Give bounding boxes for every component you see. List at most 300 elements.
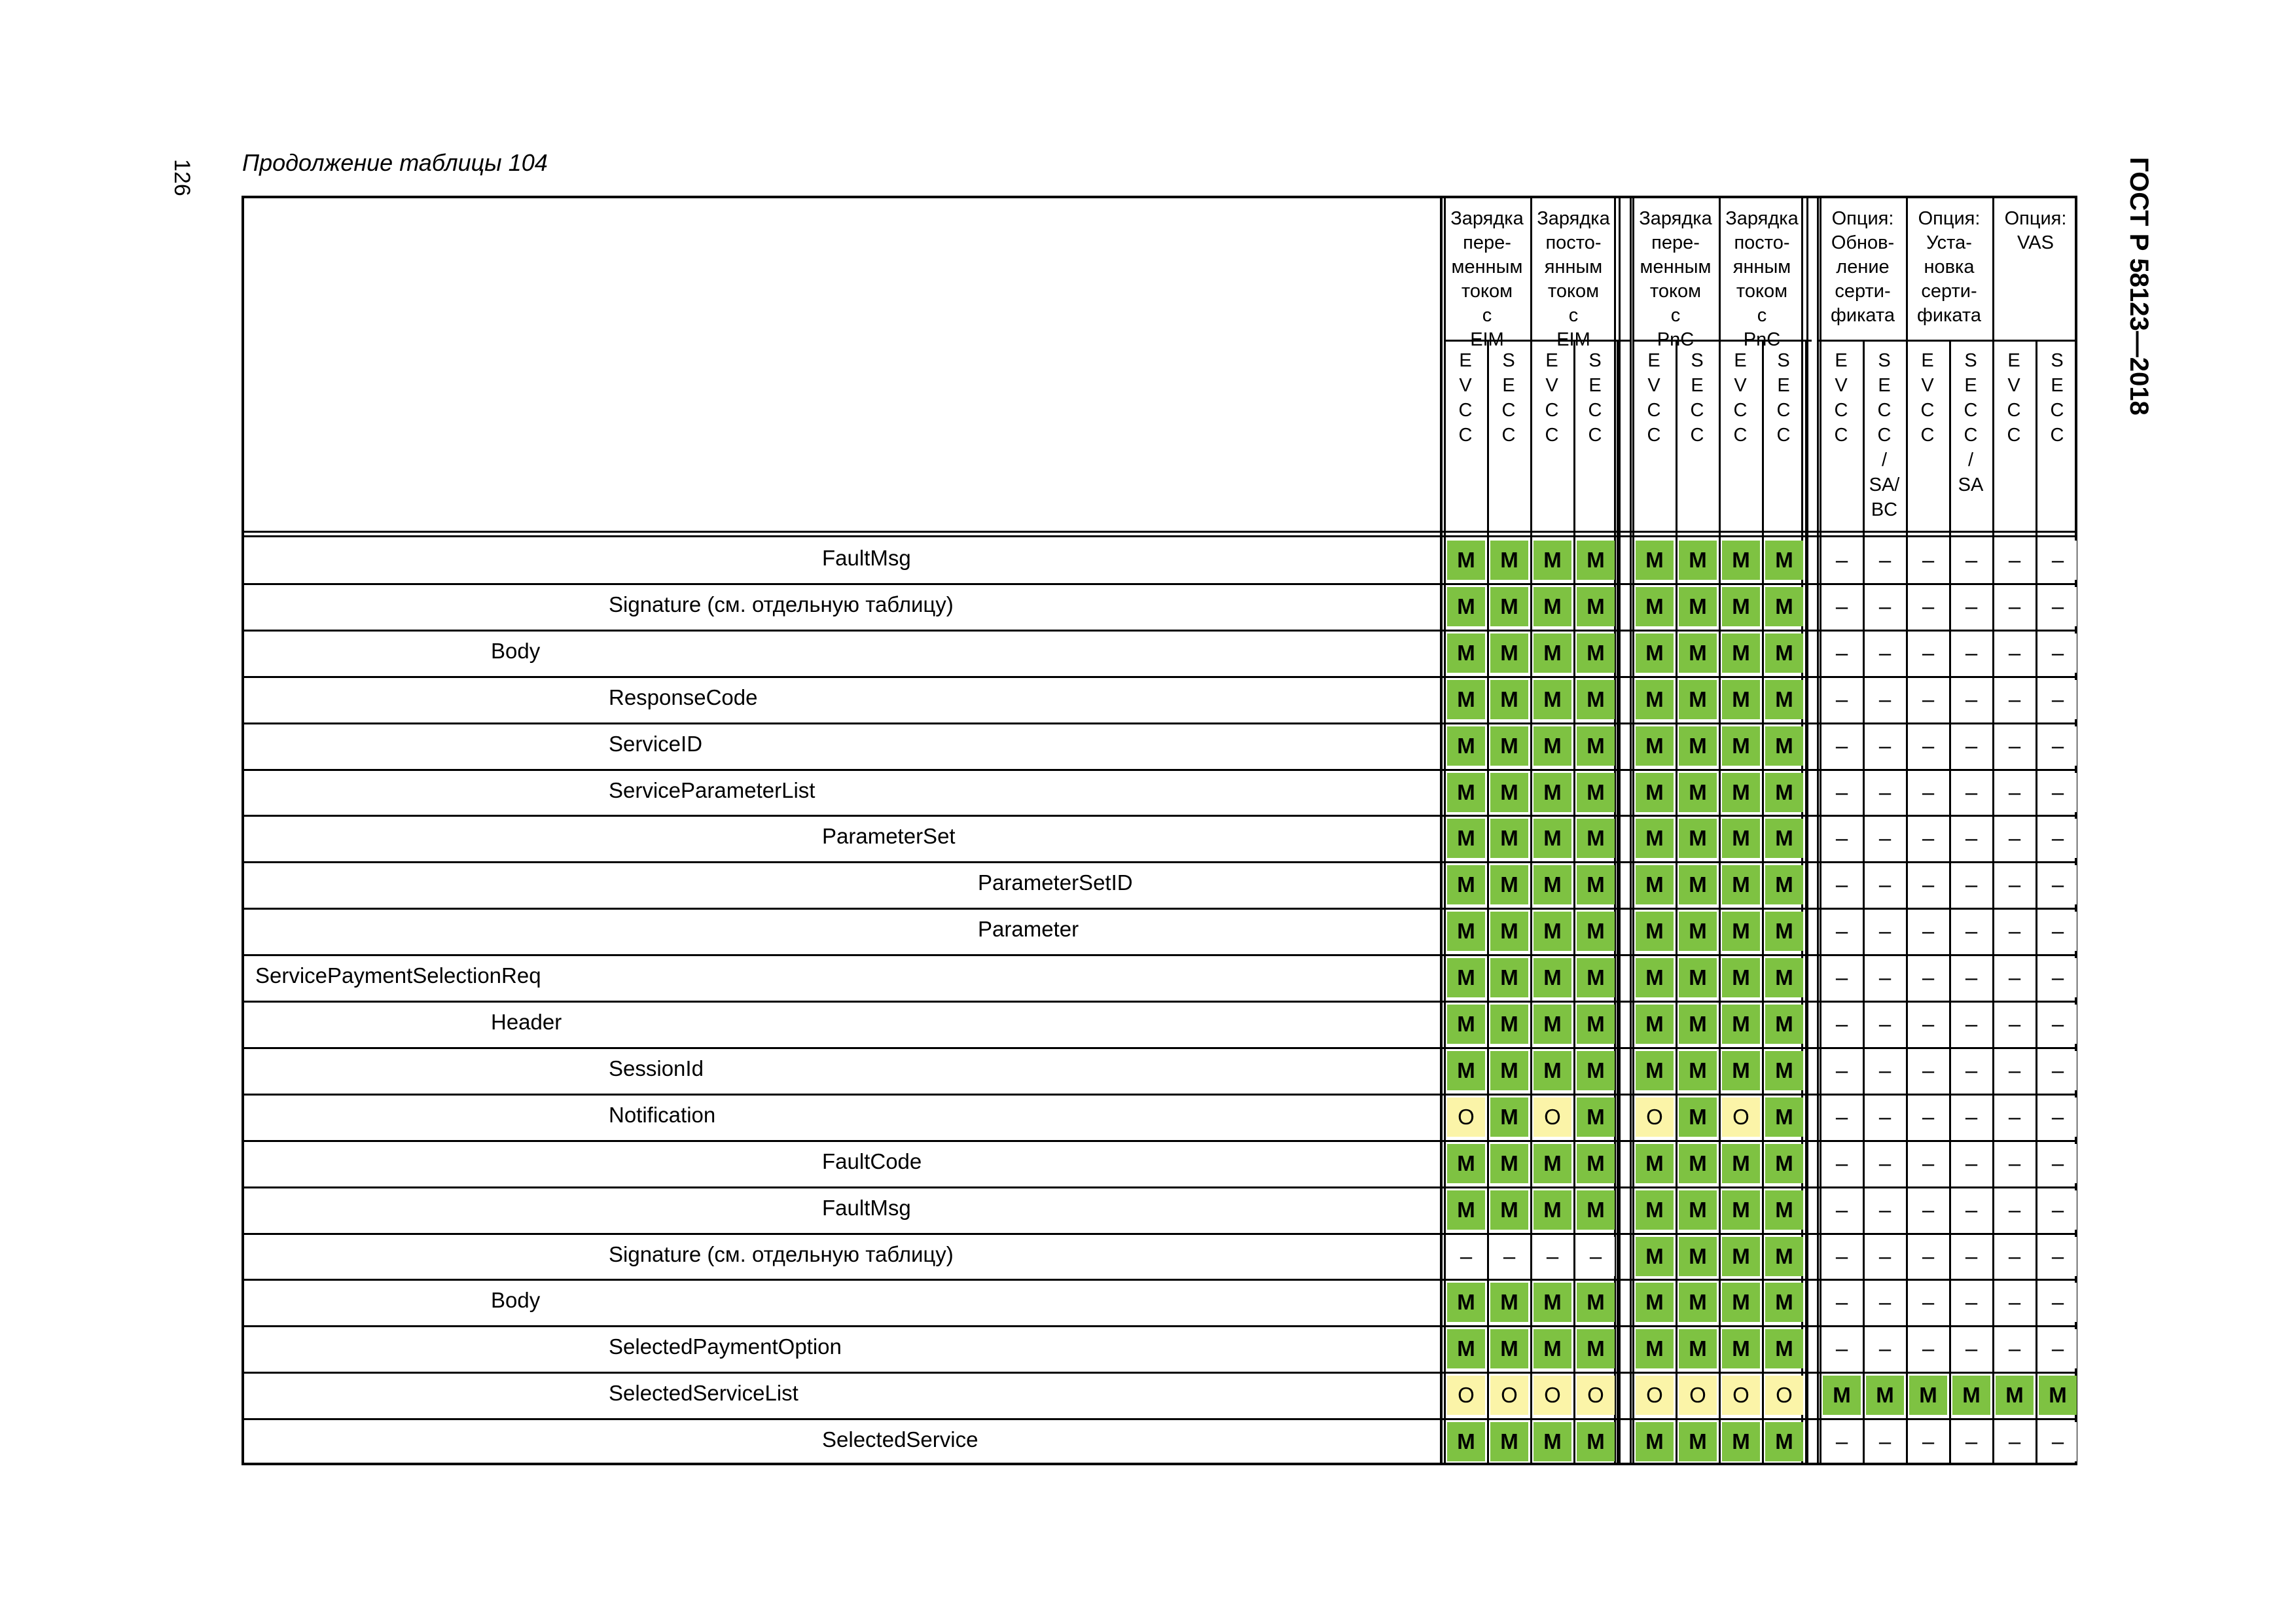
mandatory-cell: M [1679, 1422, 1717, 1461]
not-applicable-cell: – [1952, 773, 1990, 812]
mandatory-cell: M [1679, 1283, 1717, 1322]
not-applicable-cell: – [2039, 958, 2077, 997]
row-label: Body [491, 639, 541, 663]
row-label: Notification [609, 1103, 716, 1127]
mandatory-cell: M [1765, 819, 1803, 858]
not-applicable-cell: – [1996, 633, 2034, 673]
mandatory-cell: M [1534, 819, 1571, 858]
mandatory-cell: M [1636, 541, 1674, 580]
mandatory-cell: M [1636, 819, 1674, 858]
not-applicable-cell: – [1996, 680, 2034, 719]
not-applicable-cell: – [1866, 541, 1904, 580]
subcolumn-header: E V C C [1545, 350, 1559, 446]
not-applicable-cell: – [1823, 912, 1861, 951]
header-group-title: Опция: Обнов- ление серти- фиката [1831, 208, 1895, 326]
optional-cell: O [1722, 1097, 1760, 1137]
not-applicable-cell: – [1952, 726, 1990, 766]
header-group-title: Зарядка пере- менным током с [1450, 208, 1524, 326]
mandatory-cell: M [1679, 1097, 1717, 1137]
mandatory-cell: M [1490, 773, 1528, 812]
subcolumn-header: S E C C [2050, 350, 2064, 446]
not-applicable-cell: – [1823, 1237, 1861, 1276]
column-divider [1719, 196, 1721, 340]
mandatory-cell: M [1679, 680, 1717, 719]
mandatory-cell: M [1765, 680, 1803, 719]
not-applicable-cell: – [1909, 541, 1947, 580]
mandatory-cell: M [1534, 1051, 1571, 1090]
mandatory-cell: M [1490, 541, 1528, 580]
not-applicable-cell: – [1996, 865, 2034, 904]
standard-id: ГОСТ Р 58123—2018 [2125, 157, 2153, 416]
not-applicable-cell: – [2039, 1051, 2077, 1090]
mandatory-cell: M [1722, 1329, 1760, 1368]
column-divider [1719, 340, 1721, 1464]
mandatory-cell: M [1447, 773, 1485, 812]
column-divider [1530, 196, 1532, 340]
not-applicable-cell: – [1823, 773, 1861, 812]
not-applicable-cell: – [1996, 1283, 2034, 1322]
mandatory-cell: M [1765, 541, 1803, 580]
mandatory-cell: M [1722, 1051, 1760, 1090]
subcolumn-header: S E C C [1690, 350, 1704, 446]
optional-cell: O [1534, 1376, 1571, 1415]
mandatory-cell: M [1866, 1376, 1904, 1415]
mandatory-cell: M [1577, 773, 1615, 812]
optional-cell: O [1447, 1376, 1485, 1415]
mandatory-cell: M [1636, 1051, 1674, 1090]
mandatory-cell: M [1722, 680, 1760, 719]
mandatory-cell: M [1534, 633, 1571, 673]
not-applicable-cell: – [1866, 1144, 1904, 1183]
mandatory-cell: M [1534, 773, 1571, 812]
table-caption: Продолжение таблицы 104 [242, 149, 548, 176]
not-applicable-cell: – [2039, 1422, 2077, 1461]
not-applicable-cell: – [2039, 1237, 2077, 1276]
subcolumn-header: E V C C [1458, 350, 1473, 446]
mandatory-cell: M [1577, 726, 1615, 766]
column-divider [1444, 196, 1446, 1464]
mandatory-cell: M [1447, 912, 1485, 951]
not-applicable-cell: – [1866, 1190, 1904, 1230]
optional-cell: O [1447, 1097, 1485, 1137]
mandatory-cell: M [1490, 1190, 1528, 1230]
mandatory-cell: M [1765, 865, 1803, 904]
subcolumn-header: E V C C [1647, 350, 1661, 446]
not-applicable-cell: – [1952, 587, 1990, 626]
row-label: SelectedService [822, 1427, 978, 1452]
not-applicable-cell: – [2039, 819, 2077, 858]
column-divider [1619, 196, 1621, 1464]
row-label: FaultCode [822, 1149, 922, 1173]
not-applicable-cell: – [1952, 865, 1990, 904]
header-group-title: Зарядка пере- менным током с [1639, 208, 1712, 326]
not-applicable-cell: – [1823, 865, 1861, 904]
mandatory-cell: M [1447, 633, 1485, 673]
mandatory-cell: M [1636, 680, 1674, 719]
not-applicable-cell: – [1909, 1097, 1947, 1137]
mandatory-cell: M [1490, 819, 1528, 858]
not-applicable-cell: – [2039, 912, 2077, 951]
mandatory-cell: M [1577, 587, 1615, 626]
not-applicable-cell: – [1866, 587, 1904, 626]
not-applicable-cell: – [1952, 680, 1990, 719]
not-applicable-cell: – [1909, 1237, 1947, 1276]
not-applicable-cell: – [1866, 958, 1904, 997]
mandatory-cell: M [1534, 541, 1571, 580]
subcolumn-header: S E C C [1501, 350, 1516, 446]
mandatory-cell: M [1577, 541, 1615, 580]
mandatory-cell: M [1490, 912, 1528, 951]
not-applicable-cell: – [1952, 1190, 1990, 1230]
not-applicable-cell: – [1823, 1005, 1861, 1044]
row-label: FaultMsg [822, 546, 911, 570]
not-applicable-cell: – [1909, 773, 1947, 812]
row-divider [1444, 340, 1630, 342]
mandatory-cell: M [1722, 773, 1760, 812]
not-applicable-cell: – [1996, 773, 2034, 812]
mandatory-cell: M [1534, 1005, 1571, 1044]
subcolumn-header: E V C C [2007, 350, 2021, 446]
subcolumn-header: E V C C [1834, 350, 1848, 446]
not-applicable-cell: – [1866, 1237, 1904, 1276]
mandatory-cell: M [1577, 819, 1615, 858]
mandatory-cell: M [1679, 1190, 1717, 1230]
not-applicable-cell: – [1823, 680, 1861, 719]
optional-cell: O [1765, 1376, 1803, 1415]
not-applicable-cell: – [1823, 1329, 1861, 1368]
not-applicable-cell: – [1952, 1144, 1990, 1183]
mandatory-cell: M [1679, 819, 1717, 858]
subcolumn-header: S E C C / SA [1958, 350, 1984, 495]
not-applicable-cell: – [1447, 1237, 1485, 1276]
mandatory-cell: M [1447, 541, 1485, 580]
mandatory-cell: M [1447, 958, 1485, 997]
not-applicable-cell: – [2039, 773, 2077, 812]
mandatory-cell: M [1490, 1097, 1528, 1137]
not-applicable-cell: – [1952, 1329, 1990, 1368]
not-applicable-cell: – [1866, 912, 1904, 951]
mandatory-cell: M [1765, 773, 1803, 812]
mandatory-cell: M [1679, 1329, 1717, 1368]
row-label: Parameter [978, 917, 1079, 941]
not-applicable-cell: – [2039, 680, 2077, 719]
mandatory-cell: M [1447, 587, 1485, 626]
not-applicable-cell: – [2039, 1005, 2077, 1044]
mandatory-cell: M [1447, 819, 1485, 858]
not-applicable-cell: – [1996, 1329, 2034, 1368]
mandatory-cell: M [1534, 958, 1571, 997]
mandatory-cell: M [1636, 633, 1674, 673]
mandatory-cell: M [1636, 726, 1674, 766]
not-applicable-cell: – [1823, 1097, 1861, 1137]
mandatory-cell: M [1490, 1051, 1528, 1090]
not-applicable-cell: – [1823, 633, 1861, 673]
column-divider [1487, 340, 1489, 1464]
mandatory-cell: M [1534, 1329, 1571, 1368]
not-applicable-cell: – [1996, 1005, 2034, 1044]
not-applicable-cell: – [1909, 819, 1947, 858]
subcolumn-header: E V C C [1920, 350, 1935, 446]
mandatory-cell: M [1765, 1190, 1803, 1230]
mandatory-cell: M [1636, 1329, 1674, 1368]
mandatory-cell: M [1765, 1097, 1803, 1137]
not-applicable-cell: – [1866, 865, 1904, 904]
mandatory-cell: M [1490, 1005, 1528, 1044]
mandatory-cell: M [1679, 1237, 1717, 1276]
mandatory-cell: M [1636, 912, 1674, 951]
mandatory-cell: M [1577, 1329, 1615, 1368]
row-label: Signature (см. отдельную таблицу) [609, 1242, 954, 1266]
mandatory-cell: M [1679, 1051, 1717, 1090]
optional-cell: O [1577, 1376, 1615, 1415]
mandatory-cell: M [1577, 1005, 1615, 1044]
subcolumn-header: S E C C / SA/ BC [1869, 350, 1900, 520]
not-applicable-cell: – [1909, 865, 1947, 904]
not-applicable-cell: – [1996, 1051, 2034, 1090]
mandatory-cell: M [1534, 726, 1571, 766]
mandatory-cell: M [1765, 726, 1803, 766]
mandatory-cell: M [2039, 1376, 2077, 1415]
mandatory-cell: M [1952, 1376, 1990, 1415]
not-applicable-cell: – [1952, 541, 1990, 580]
subcolumn-header: S E C C [1776, 350, 1791, 446]
mandatory-cell: M [1577, 1051, 1615, 1090]
optional-cell: O [1679, 1376, 1717, 1415]
mandatory-cell: M [1447, 1051, 1485, 1090]
mandatory-cell: M [1447, 680, 1485, 719]
column-divider [1863, 340, 1865, 1464]
not-applicable-cell: – [1490, 1237, 1528, 1276]
not-applicable-cell: – [1823, 1190, 1861, 1230]
mandatory-cell: M [1722, 726, 1760, 766]
not-applicable-cell: – [1909, 1190, 1947, 1230]
not-applicable-cell: – [2039, 726, 2077, 766]
row-label: Header [491, 1010, 562, 1034]
header-group-title: Опция: VAS [2004, 208, 2067, 253]
column-divider [2036, 340, 2037, 1464]
mandatory-cell: M [1534, 1144, 1571, 1183]
column-divider [1630, 196, 1632, 1464]
mandatory-cell: M [1490, 726, 1528, 766]
page-number: 126 [170, 159, 194, 196]
not-applicable-cell: – [2039, 1097, 2077, 1137]
column-divider [1762, 340, 1764, 1464]
not-applicable-cell: – [2039, 587, 2077, 626]
mandatory-cell: M [1577, 633, 1615, 673]
not-applicable-cell: – [1909, 633, 1947, 673]
mandatory-cell: M [1447, 1329, 1485, 1368]
mandatory-cell: M [1534, 1283, 1571, 1322]
not-applicable-cell: – [2039, 1283, 2077, 1322]
header-group-title: Зарядка посто- янным током с [1537, 208, 1610, 326]
not-applicable-cell: – [1996, 819, 2034, 858]
mandatory-cell: M [1490, 680, 1528, 719]
optional-cell: O [1534, 1097, 1571, 1137]
not-applicable-cell: – [1823, 1283, 1861, 1322]
mandatory-cell: M [1636, 1422, 1674, 1461]
not-applicable-cell: – [1823, 587, 1861, 626]
mandatory-cell: M [1679, 541, 1717, 580]
not-applicable-cell: – [1952, 1051, 1990, 1090]
mandatory-cell: M [1722, 633, 1760, 673]
row-label: ServiceParameterList [609, 778, 816, 802]
not-applicable-cell: – [1996, 1237, 2034, 1276]
mandatory-cell: M [1722, 1237, 1760, 1276]
mandatory-cell: M [1447, 1422, 1485, 1461]
not-applicable-cell: – [1909, 1329, 1947, 1368]
mandatory-cell: M [1534, 1190, 1571, 1230]
row-label: Body [491, 1288, 541, 1312]
optional-cell: O [1490, 1376, 1528, 1415]
not-applicable-cell: – [1866, 819, 1904, 858]
not-applicable-cell: – [1866, 1283, 1904, 1322]
not-applicable-cell: – [2039, 541, 2077, 580]
mandatory-cell: M [1722, 1005, 1760, 1044]
mandatory-cell: M [1909, 1376, 1947, 1415]
not-applicable-cell: – [1866, 680, 1904, 719]
row-divider [1632, 340, 1812, 342]
subcolumn-header: E V C C [1733, 350, 1748, 446]
optional-cell: O [1722, 1376, 1760, 1415]
mandatory-cell: M [1447, 1144, 1485, 1183]
column-divider [1530, 340, 1532, 1464]
not-applicable-cell: – [1952, 1005, 1990, 1044]
mandatory-cell: M [1722, 912, 1760, 951]
mandatory-cell: M [1765, 633, 1803, 673]
not-applicable-cell: – [1866, 1329, 1904, 1368]
not-applicable-cell: – [1866, 1097, 1904, 1137]
mandatory-cell: M [1534, 680, 1571, 719]
optional-cell: O [1636, 1376, 1674, 1415]
mandatory-cell: M [1765, 1144, 1803, 1183]
not-applicable-cell: – [1534, 1237, 1571, 1276]
column-divider [1573, 340, 1575, 1464]
mandatory-cell: M [1679, 726, 1717, 766]
mandatory-cell: M [1722, 541, 1760, 580]
mandatory-cell: M [1636, 1190, 1674, 1230]
not-applicable-cell: – [1823, 819, 1861, 858]
mandatory-cell: M [1534, 912, 1571, 951]
not-applicable-cell: – [1952, 1422, 1990, 1461]
mandatory-cell: M [1765, 1422, 1803, 1461]
mandatory-cell: M [1490, 587, 1528, 626]
mandatory-cell: M [1534, 1422, 1571, 1461]
not-applicable-cell: – [1866, 1005, 1904, 1044]
not-applicable-cell: – [1996, 587, 2034, 626]
mandatory-cell: M [1765, 587, 1803, 626]
optional-cell: O [1636, 1097, 1674, 1137]
not-applicable-cell: – [1909, 1422, 1947, 1461]
column-divider [1632, 196, 1634, 1464]
mandatory-cell: M [1490, 633, 1528, 673]
mandatory-cell: M [1577, 865, 1615, 904]
column-divider [1806, 196, 1808, 1464]
mandatory-cell: M [1679, 1144, 1717, 1183]
mandatory-cell: M [1490, 1144, 1528, 1183]
not-applicable-cell: – [1866, 633, 1904, 673]
not-applicable-cell: – [1909, 1051, 1947, 1090]
not-applicable-cell: – [1866, 773, 1904, 812]
mandatory-cell: M [1577, 912, 1615, 951]
not-applicable-cell: – [1823, 726, 1861, 766]
not-applicable-cell: – [1996, 958, 2034, 997]
not-applicable-cell: – [2039, 865, 2077, 904]
not-applicable-cell: – [1909, 680, 1947, 719]
mandatory-cell: M [1679, 773, 1717, 812]
column-divider [1906, 340, 1908, 1464]
not-applicable-cell: – [1996, 1097, 2034, 1137]
mandatory-cell: M [1636, 865, 1674, 904]
mandatory-cell: M [1447, 865, 1485, 904]
mandatory-cell: M [1765, 1283, 1803, 1322]
mandatory-cell: M [1765, 958, 1803, 997]
mandatory-cell: M [1490, 1329, 1528, 1368]
mandatory-cell: M [1636, 1005, 1674, 1044]
mandatory-cell: M [1447, 1283, 1485, 1322]
mandatory-cell: M [1679, 1005, 1717, 1044]
mandatory-cell: M [1447, 726, 1485, 766]
row-label: SessionId [609, 1056, 704, 1080]
not-applicable-cell: – [1996, 1144, 2034, 1183]
mandatory-cell: M [1765, 912, 1803, 951]
not-applicable-cell: – [1909, 726, 1947, 766]
row-label: ParameterSetID [978, 870, 1133, 895]
not-applicable-cell: – [1823, 1422, 1861, 1461]
mandatory-cell: M [1447, 1190, 1485, 1230]
mandatory-cell: M [1765, 1005, 1803, 1044]
not-applicable-cell: – [1952, 1237, 1990, 1276]
mandatory-cell: M [1679, 633, 1717, 673]
not-applicable-cell: – [1866, 1051, 1904, 1090]
row-label: SelectedServiceList [609, 1381, 798, 1405]
header-group-title: Зарядка посто- янным током с [1725, 208, 1799, 326]
mandatory-cell: M [1722, 587, 1760, 626]
not-applicable-cell: – [1952, 1283, 1990, 1322]
not-applicable-cell: – [1996, 541, 2034, 580]
not-applicable-cell: – [1909, 958, 1947, 997]
mandatory-cell: M [1679, 865, 1717, 904]
row-label: ResponseCode [609, 685, 758, 709]
mandatory-cell: M [1577, 1144, 1615, 1183]
mandatory-cell: M [1490, 1422, 1528, 1461]
mandatory-cell: M [1534, 865, 1571, 904]
mandatory-cell: M [1447, 1005, 1485, 1044]
not-applicable-cell: – [1952, 958, 1990, 997]
not-applicable-cell: – [1577, 1237, 1615, 1276]
mandatory-cell: M [1636, 773, 1674, 812]
mandatory-cell: M [1722, 1422, 1760, 1461]
mandatory-cell: M [1534, 587, 1571, 626]
not-applicable-cell: – [2039, 1144, 2077, 1183]
row-label: SelectedPaymentOption [609, 1334, 842, 1359]
not-applicable-cell: – [1909, 1283, 1947, 1322]
mandatory-cell: M [1722, 1283, 1760, 1322]
not-applicable-cell: – [2039, 633, 2077, 673]
mandatory-cell: M [1577, 1190, 1615, 1230]
not-applicable-cell: – [1909, 587, 1947, 626]
row-label: ServicePaymentSelectionReq [255, 963, 541, 988]
not-applicable-cell: – [1866, 1422, 1904, 1461]
not-applicable-cell: – [1996, 1422, 2034, 1461]
not-applicable-cell: – [1823, 1051, 1861, 1090]
mandatory-cell: M [1636, 1237, 1674, 1276]
mandatory-cell: M [1636, 1283, 1674, 1322]
not-applicable-cell: – [1823, 541, 1861, 580]
mandatory-cell: M [1577, 1422, 1615, 1461]
not-applicable-cell: – [1909, 1144, 1947, 1183]
row-label: FaultMsg [822, 1196, 911, 1220]
mandatory-cell: M [1722, 1190, 1760, 1230]
